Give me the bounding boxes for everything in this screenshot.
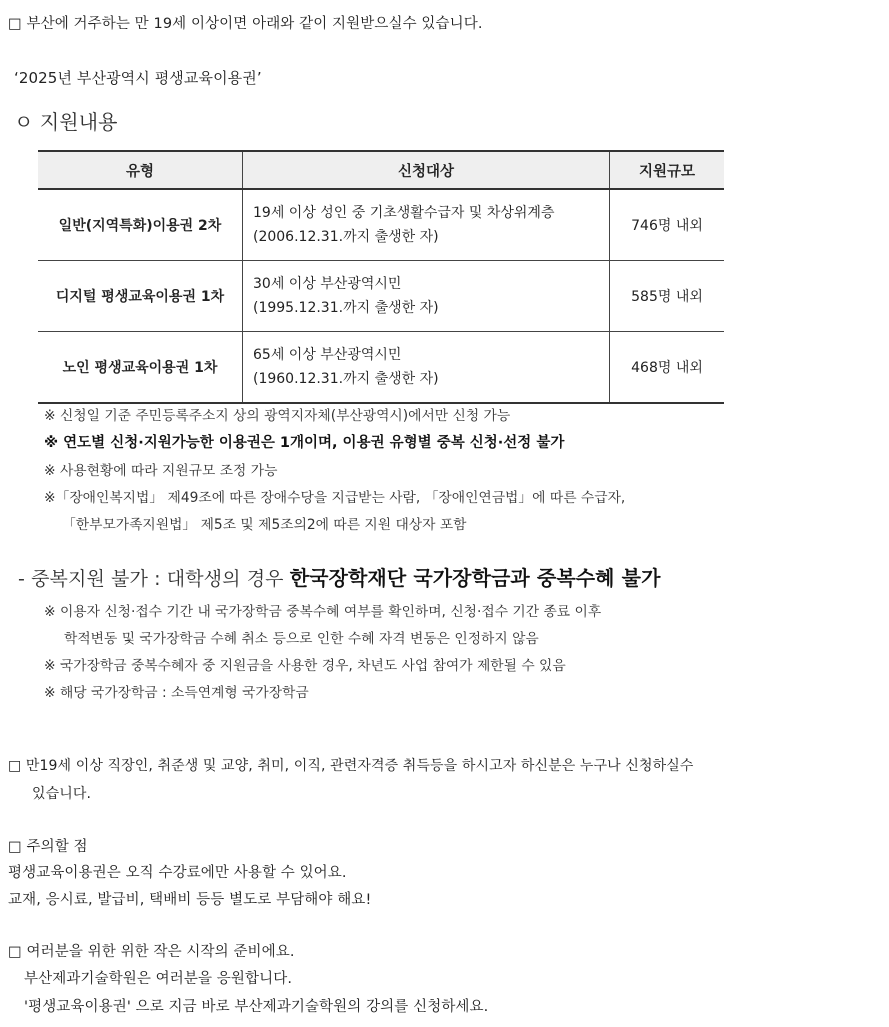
caution-line1: 평생교육이용권은 오직 수강료에만 사용할 수 있어요. [8,865,347,881]
row-target-line2: (1995.12.31.까지 출생한 자) [253,300,439,316]
intro-text: □ 부산에 거주하는 만 19세 이상이면 아래와 같이 지원받으실수 있습니다. [8,16,483,32]
note-item: ※「장애인복지법」 제49조에 따른 장애수당을 지급받는 사람, 「장애인연금법」에 따른 수급자, [44,490,626,506]
duplicate-heading [18,562,661,591]
row-scale: 585명 내외 [610,261,725,332]
note-item: ※ 이용자 신청·접수 기간 내 국가장학금 중복수혜 여부를 확인하며, 신청·접수 기간 종료 이후 [44,604,602,620]
table-row [38,189,724,261]
para1-line1: □ 만19세 이상 직장인, 취준생 및 교양, 취미, 이직, 관련자격증 취득등을 하시고자 하신분은 누구나 신청하실수 [8,758,694,774]
table-row [38,332,724,404]
row-type: 디지털 평생교육이용권 1차 [38,261,243,332]
row-target [243,261,610,332]
row-target-line2: (2006.12.31.까지 출생한 자) [253,229,439,245]
note-item-bold: ※ 연도별 신청·지원가능한 이용권은 1개이며, 이용권 유형별 중복 신청·선정 불가 [44,435,565,451]
row-target [243,332,610,404]
para1-line2: 있습니다. [32,786,92,802]
note-item: ※ 사용현황에 따라 지원규모 조정 가능 [44,463,278,479]
program-title: ‘2025년 부산광역시 평생교육이용권’ [14,69,262,87]
support-heading: ㅇ 지원내용 [14,110,118,134]
table-header-row [38,151,724,189]
row-scale: 746명 내외 [610,189,725,261]
note-item: 「한부모가족지원법」 제5조 및 제5조의2에 따른 지원 대상자 포함 [62,517,467,533]
row-target-line1: 65세 이상 부산광역시민 [253,347,402,363]
row-target-line1: 30세 이상 부산광역시민 [253,276,402,292]
caution-line2: 교재, 응시료, 발급비, 택배비 등등 별도로 부담해야 해요! [8,892,372,908]
row-target-line1: 19세 이상 성인 중 기초생활수급자 및 차상위계층 [253,205,555,221]
caution-heading: □ 주의할 점 [8,839,88,855]
duplicate-heading-bold: 한국장학재단 국가장학금과 중복수혜 불가 [289,566,661,590]
table-row [38,261,724,332]
duplicate-heading-prefix: - 중복지원 불가 : 대학생의 경우 [18,568,290,590]
note-item: ※ 해당 국가장학금 : 소득연계형 국가장학금 [44,685,309,701]
note-item: ※ 신청일 기준 주민등록주소지 상의 광역지자체(부산광역시)에서만 신청 가능 [44,408,511,424]
row-type: 일반(지역특화)이용권 2차 [38,189,243,261]
row-target [243,189,610,261]
note-item: 학적변동 및 국가장학금 수혜 취소 등으로 인한 수혜 자격 변동은 인정하지 않음 [64,631,539,647]
row-target-line2: (1960.12.31.까지 출생한 자) [253,371,439,387]
row-scale: 468명 내외 [610,332,725,404]
prep-line2: '평생교육이용권' 으로 지금 바로 부산제과기술학원의 강의를 신청하세요. [24,999,489,1015]
row-type: 노인 평생교육이용권 1차 [38,332,243,404]
prep-line1: 부산제과기술학원은 여러분을 응원합니다. [24,971,293,987]
support-table [38,150,724,404]
note-item: ※ 국가장학금 중복수혜자 중 지원금을 사용한 경우, 차년도 사업 참여가 제한될 수 있음 [44,658,566,674]
header-type: 유형 [38,151,243,189]
prep-heading: □ 여러분을 위한 위한 작은 시작의 준비에요. [8,944,295,960]
header-target: 신청대상 [243,151,610,189]
header-scale: 지원규모 [610,151,725,189]
